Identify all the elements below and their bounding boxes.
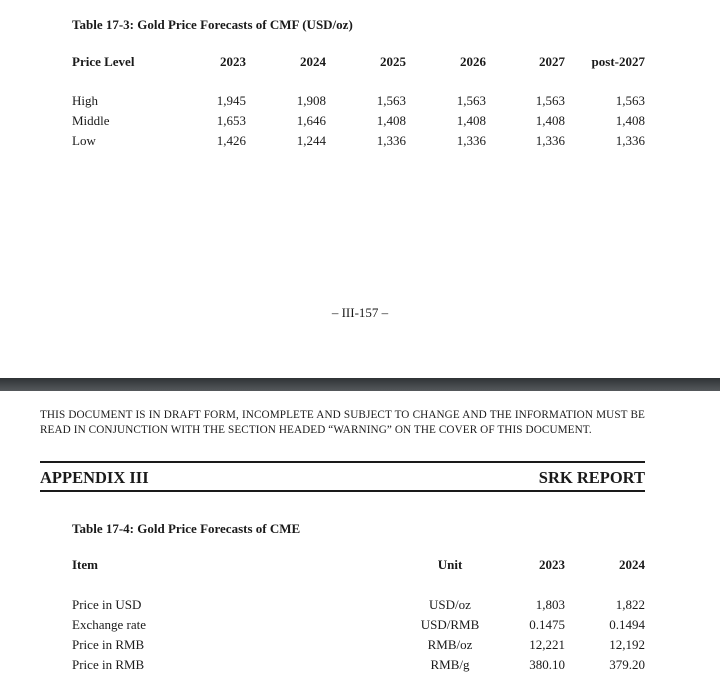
table-cell: 0.1475 [529, 617, 565, 632]
table-cell: 1,945 [216, 93, 246, 108]
row-label: Price in RMB [72, 657, 145, 672]
table-cell: 1,563 [376, 93, 406, 108]
table-cell: 1,563 [456, 93, 486, 108]
column-header: 2025 [380, 54, 406, 69]
table-cell: 12,192 [609, 637, 645, 652]
header-rule-top [40, 461, 645, 463]
table-cell: 379.20 [609, 657, 645, 672]
row-label: Low [72, 133, 96, 148]
column-header: 2024 [619, 557, 645, 572]
table-cell: 1,408 [376, 113, 406, 128]
table-cell: 1,822 [615, 597, 645, 612]
table-cell: 0.1494 [609, 617, 645, 632]
column-header: Price Level [72, 54, 135, 69]
table-cell: 1,336 [535, 133, 565, 148]
table-cell: 1,336 [456, 133, 486, 148]
table-cell: 1,653 [216, 113, 246, 128]
table-title: Table 17-3: Gold Price Forecasts of CMF (USD/oz) [72, 17, 353, 32]
table-cell: 1,908 [296, 93, 326, 108]
column-header: 2023 [539, 557, 565, 572]
row-label: Price in USD [72, 597, 142, 612]
table-cell: 1,408 [535, 113, 565, 128]
column-header: Unit [437, 557, 463, 572]
table-cell: 1,646 [296, 113, 326, 128]
column-header: Item [72, 557, 98, 572]
table-cell: 12,221 [529, 637, 565, 652]
page-number: – III-157 – [331, 305, 389, 320]
row-label: Price in RMB [72, 637, 145, 652]
column-header: 2026 [460, 54, 486, 69]
table-cell: 1,426 [216, 133, 246, 148]
page-separator [0, 378, 720, 391]
unit-cell: RMB/oz [427, 637, 473, 652]
row-label: High [72, 93, 98, 108]
column-header: 2024 [300, 54, 326, 69]
table-cell: 1,563 [615, 93, 645, 108]
table-cell: 1,408 [615, 113, 645, 128]
table-cell: 1,244 [296, 133, 326, 148]
draft-notice: THIS DOCUMENT IS IN DRAFT FORM, INCOMPLETE AND SUBJECT TO CHANGE AND THE INFORMATION MUST BE READ IN CONJUNCTION WITH THE SECTION HEADED “WARNING” ON THE COVER OF THIS DOCUMENT. [40, 409, 645, 436]
table-cell: 1,803 [535, 597, 565, 612]
unit-cell: RMB/g [430, 657, 470, 672]
column-header: post-2027 [591, 54, 645, 69]
column-header: 2027 [539, 54, 565, 69]
header-rule-bottom [40, 490, 645, 492]
row-label: Exchange rate [72, 617, 146, 632]
table-cell: 1,336 [615, 133, 645, 148]
unit-cell: USD/RMB [420, 617, 480, 632]
table-cell: 1,408 [456, 113, 486, 128]
column-header: 2023 [220, 54, 246, 69]
table-cell: 1,563 [535, 93, 565, 108]
row-label: Middle [72, 113, 110, 128]
appendix-header: APPENDIX III [40, 468, 149, 487]
table-cell: 380.10 [529, 657, 565, 672]
report-header: SRK REPORT [538, 468, 645, 487]
table-title: Table 17-4: Gold Price Forecasts of CME [72, 521, 301, 536]
unit-cell: USD/oz [429, 597, 471, 612]
table-cell: 1,336 [376, 133, 406, 148]
